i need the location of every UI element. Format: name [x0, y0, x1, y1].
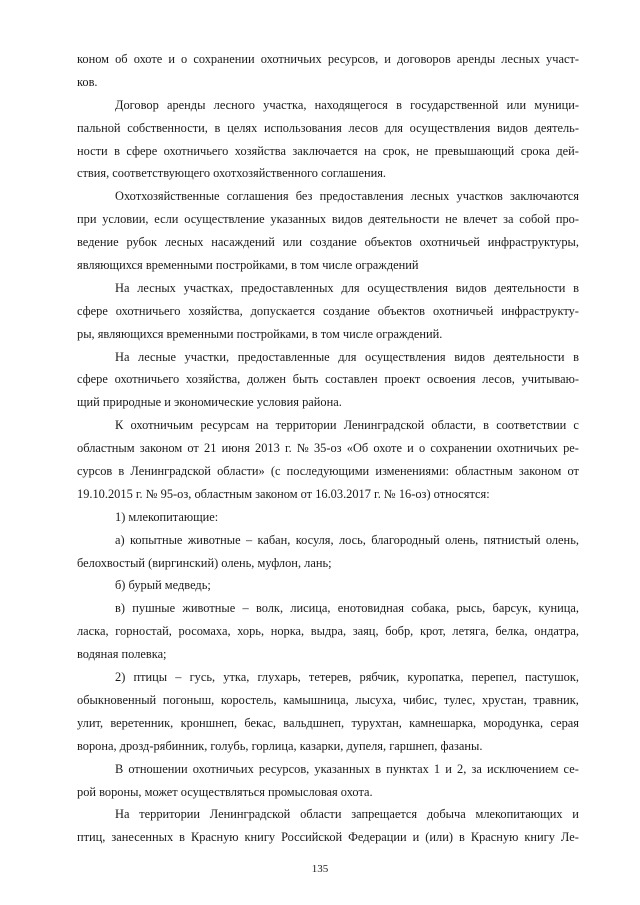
- text-line: ков.: [77, 74, 98, 89]
- body-text: [77, 48, 579, 849]
- text-line: 1) млекопитающие:: [115, 509, 219, 524]
- text-line: ворона, дрозд-рябинник, голубь, горлица, казарки, дупеля, гаршнеп, фазаны.: [77, 738, 483, 753]
- text-line: На лесных участках, предоставленных для осуществления видов деятельности в: [115, 280, 579, 295]
- text-line: ствия, соответствующего охотхозяйственного соглашения.: [77, 166, 387, 181]
- text-line: сурсов в Ленинградской области» (с последующими изменениями: областным законом от: [77, 464, 579, 479]
- text-line: ности в сфере охотничьего хозяйства заключается на срок, не превышающий срока дей-: [77, 143, 579, 158]
- text-line: птиц, занесенных в Красную книгу Российской Федерации и (или) в Красную книгу Ле-: [77, 830, 579, 845]
- text-line: б) бурый медведь;: [115, 578, 211, 593]
- text-line: обыкновенный погоныш, коростель, камышница, лысуха, чибис, тулес, хрустан, травник,: [77, 692, 579, 707]
- text-line: сфере охотничьего хозяйства, допускается создание объектов охотничьей инфраструкту-: [77, 303, 579, 318]
- text-line: белохвостый (виргинский) олень, муфлон, лань;: [77, 555, 332, 570]
- text-line: являющихся временными постройками, в том числе ограждений: [77, 258, 419, 273]
- text-line: Договор аренды лесного участка, находящегося в государственной или муници-: [115, 97, 579, 112]
- text-line: сфере охотничьего хозяйства, должен быть составлен проект освоения лесов, учитываю-: [77, 372, 579, 387]
- text-line: К охотничьим ресурсам на территории Ленинградской области, в соответствии с: [115, 418, 579, 433]
- text-line: щий природные и экономические условия района.: [77, 395, 342, 410]
- text-line: при условии, если осуществление указанных видов деятельности не влечет за собой про-: [77, 212, 579, 227]
- text-line: ласка, горностай, росомаха, хорь, норка, выдра, заяц, бобр, крот, летяга, белка, ондатра,: [77, 624, 579, 639]
- text-line: Охотхозяйственные соглашения без предоставления лесных участков заключаются: [115, 189, 579, 204]
- text-line: 2) птицы – гусь, утка, глухарь, тетерев, рябчик, куропатка, перепел, пастушок,: [115, 670, 579, 685]
- text-line: улит, веретенник, кроншнеп, бекас, вальдшнеп, турухтан, камнешарка, мородунка, серая: [77, 715, 579, 730]
- document-page: [77, 48, 579, 849]
- text-line: рой вороны, может осуществляться промысловая охота.: [77, 784, 373, 799]
- text-line: ведение рубок лесных насаждений или создание объектов охотничьей инфраструктуры,: [77, 235, 579, 250]
- text-line: коном об охоте и о сохранении охотничьих ресурсов, и договоров аренды лесных участ-: [77, 52, 579, 66]
- text-line: В отношении охотничьих ресурсов, указанных в пунктах 1 и 2, за исключением се-: [115, 761, 579, 776]
- text-line: На лесные участки, предоставленные для осуществления видов деятельности в: [115, 349, 579, 364]
- text-line: областным законом от 21 июня 2013 г. № 35-оз «Об охоте и о сохранении охотничьих ре-: [77, 441, 579, 456]
- text-line: ры, являющихся временными постройками, в том числе ограждений.: [77, 326, 443, 341]
- page-number: 135: [311, 863, 329, 875]
- text-line: в) пушные животные – волк, лисица, енотовидная собака, рысь, барсук, куница,: [115, 601, 579, 616]
- text-line: а) копытные животные – кабан, косуля, лось, благородный олень, пятнистый олень,: [115, 532, 579, 547]
- text-line: пальной собственности, в целях использования лесов для осуществления видов деятель-: [77, 120, 579, 135]
- text-line: водяная полевка;: [77, 647, 167, 662]
- text-line: На территории Ленинградской области запрещается добыча млекопитающих и: [115, 807, 579, 822]
- text-line: 19.10.2015 г. № 95-оз, областным законом от 16.03.2017 г. № 16-оз) относятся:: [77, 486, 490, 501]
